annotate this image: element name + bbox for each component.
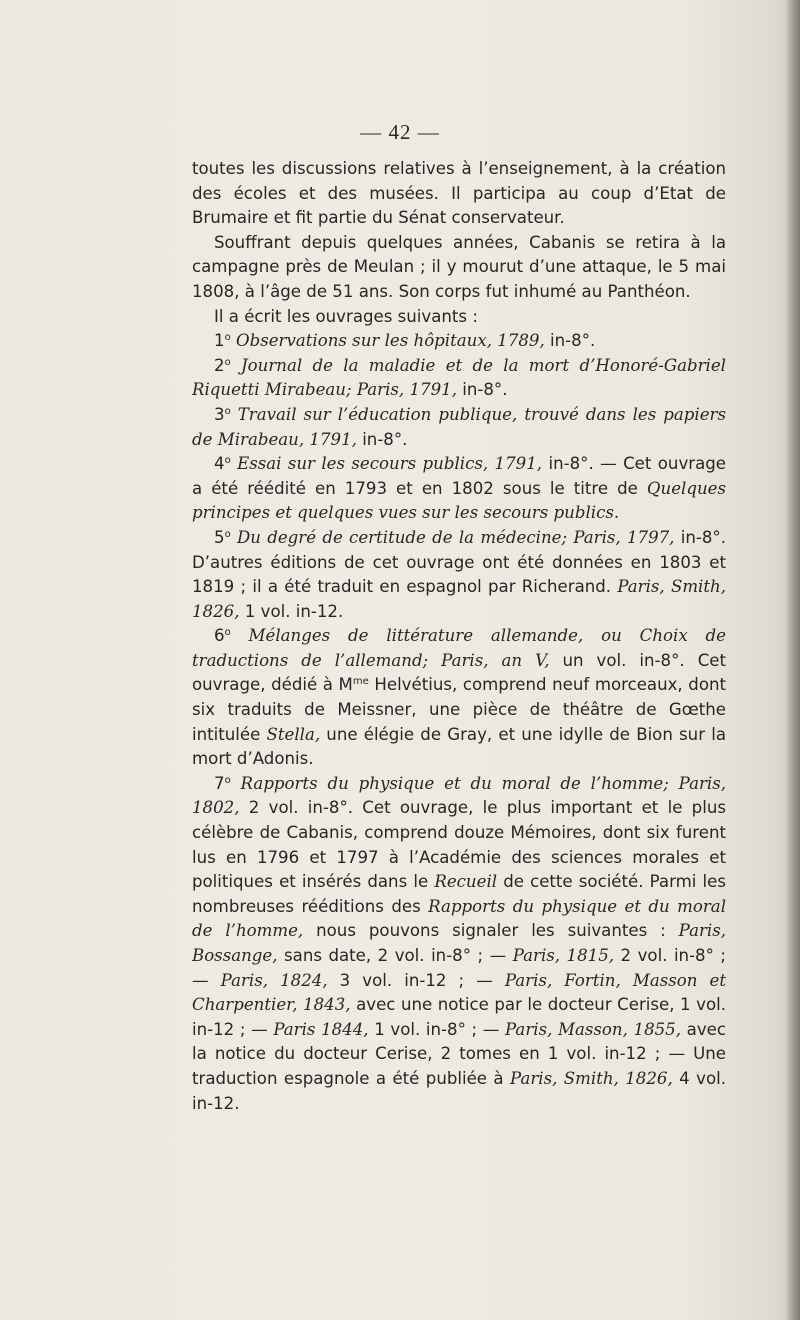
work-details: in-8°. bbox=[544, 331, 596, 351]
edition-1815: Paris, 1815, bbox=[512, 946, 615, 965]
work-details: nous pouvons signaler les suivantes : bbox=[303, 921, 679, 941]
work-item-1 bbox=[192, 329, 726, 354]
paragraph-1: toutes les discussions relatives à l’enseignement, à la création des écoles et des musées. Il participa au coup d’Etat de Brumaire et fit partie du Sénat conservateur. bbox=[192, 159, 726, 228]
work-details: avec la notice du docteur Cerise, 2 tomes en 1 vol. in-12 ; — Une traduction espagnole a été publiée à bbox=[192, 1019, 726, 1088]
work-title: Rapports du physique et du moral de l’homme; Paris, 1802, bbox=[192, 773, 726, 818]
ordinal-mark: o bbox=[224, 627, 231, 639]
work-details-b: Helvétius, comprend neuf morceaux, dont six traduits de Meissner, une pièce de théâtre de Gœthe intitulée bbox=[192, 675, 727, 744]
work-number: 2 bbox=[214, 355, 225, 375]
work-item-7 bbox=[192, 772, 726, 1116]
ordinal-mark: o bbox=[224, 774, 231, 786]
ordinal-mark: o bbox=[224, 332, 231, 344]
paragraph-3: Il a écrit les ouvrages suivants : bbox=[214, 306, 478, 326]
work-item-4 bbox=[192, 452, 726, 526]
work-details: avec une notice par le docteur Cerise, 1 vol. in-12 ; — bbox=[192, 995, 727, 1039]
work-number: 7 bbox=[214, 773, 225, 793]
recueil-title: Recueil bbox=[434, 872, 498, 892]
work-details: 3 vol. in-12 ; — bbox=[327, 970, 505, 990]
work-item-3 bbox=[192, 403, 726, 452]
edition-1843: Paris, Fortin, Masson et Charpentier, 1843, bbox=[192, 970, 726, 1015]
ordinal-mark: o bbox=[224, 455, 231, 467]
work-details: in-8°. — Cet ouvrage a été réédité en 1793 et en 1802 sous le titre de bbox=[192, 454, 727, 498]
work-details: 2 vol. in-8°. Cet ouvrage, le plus important et le plus célèbre de Cabanis, comprend douze Mémoires, dont six furent lus en 1796 et 1797 à l’Académie des sciences morales et politiques et insérés dans le bbox=[192, 798, 726, 892]
edition-1844: Paris 1844, bbox=[273, 1019, 369, 1039]
work-details: sans date, 2 vol. in-8° ; — bbox=[277, 946, 513, 965]
ordinal-mark: o bbox=[224, 405, 231, 417]
work-number: 3 bbox=[214, 404, 225, 424]
work-play-title: Stella, bbox=[266, 724, 321, 744]
body-text bbox=[192, 157, 726, 1116]
work-item-6 bbox=[192, 624, 726, 772]
edition-bossange: Paris, Bossange, bbox=[192, 921, 727, 965]
work-number: 5 bbox=[214, 527, 225, 547]
edition-1855: Paris, Masson, 1855, bbox=[505, 1019, 682, 1039]
work-title: Du degré de certitude de la médecine; Paris, 1797, bbox=[236, 527, 675, 547]
work-number: 6 bbox=[214, 626, 225, 646]
work-title: Essai sur les secours publics, 1791, bbox=[237, 454, 543, 474]
work-edition: Paris, Smith, 1826, bbox=[192, 577, 726, 621]
page-edge-shadow bbox=[786, 0, 800, 1320]
work-alt-title: Quelques principes et quelques vues sur les secours publics. bbox=[192, 478, 726, 523]
work-details: in-8°. bbox=[356, 429, 408, 449]
work-details: de cette société. Parmi les nombreuses rééditions des bbox=[192, 872, 726, 916]
work-details-end: 1 vol. in-12. bbox=[239, 601, 344, 621]
work-title: Journal de la maladie et de la mort d’Honoré-Gabriel Riquetti Mirabeau; Paris, 1791, bbox=[192, 355, 726, 400]
ordinal-mark: o bbox=[224, 356, 231, 368]
edition-1824: Paris, 1824, bbox=[220, 970, 328, 990]
work-title: Travail sur l’éducation publique, trouvé dans les papiers de Mirabeau, 1791, bbox=[192, 404, 726, 449]
work-details-end: une élégie de Gray, et une idylle de Bion sur la mort d’Adonis. bbox=[192, 724, 726, 769]
madame-abbrev: me bbox=[352, 676, 369, 688]
work-title: Observations sur les hôpitaux, 1789, bbox=[235, 331, 545, 351]
work-title: Mélanges de littérature allemande, ou Choix de traductions de l’allemand; Paris, an V, bbox=[192, 626, 726, 670]
edition-spanish: Paris, Smith, 1826, bbox=[510, 1068, 673, 1088]
paragraph-2: Souffrant depuis quelques années, Cabanis se retira à la campagne près de Meulan ; il y mourut d’une attaque, le 5 mai 1808, à l’âge de 51 ans. Son corps fut inhumé au Panthéon. bbox=[192, 232, 726, 301]
work-details: 2 vol. in-8° ; — bbox=[192, 946, 726, 990]
work-details-end: 4 vol. in-12. bbox=[192, 1068, 727, 1113]
work-details: in-8°. D’autres éditions de cet ouvrage ont été données en 1803 et 1819 ; il a été traduit en espagnol par Richerand. bbox=[192, 527, 726, 597]
ordinal-mark: o bbox=[224, 528, 231, 540]
work-details: 1 vol. in-8° ; — bbox=[368, 1019, 506, 1039]
work-number: 1 bbox=[214, 331, 225, 351]
rapports-title: Rapports du physique et du moral de l’homme, bbox=[192, 896, 727, 941]
work-details: un vol. in-8°. Cet ouvrage, dédié à M bbox=[192, 650, 726, 695]
work-number: 4 bbox=[214, 454, 225, 474]
work-item-2 bbox=[192, 354, 726, 403]
work-item-5 bbox=[192, 526, 726, 624]
work-details: in-8°. bbox=[456, 380, 508, 400]
page-number: — 42 — bbox=[360, 120, 440, 144]
